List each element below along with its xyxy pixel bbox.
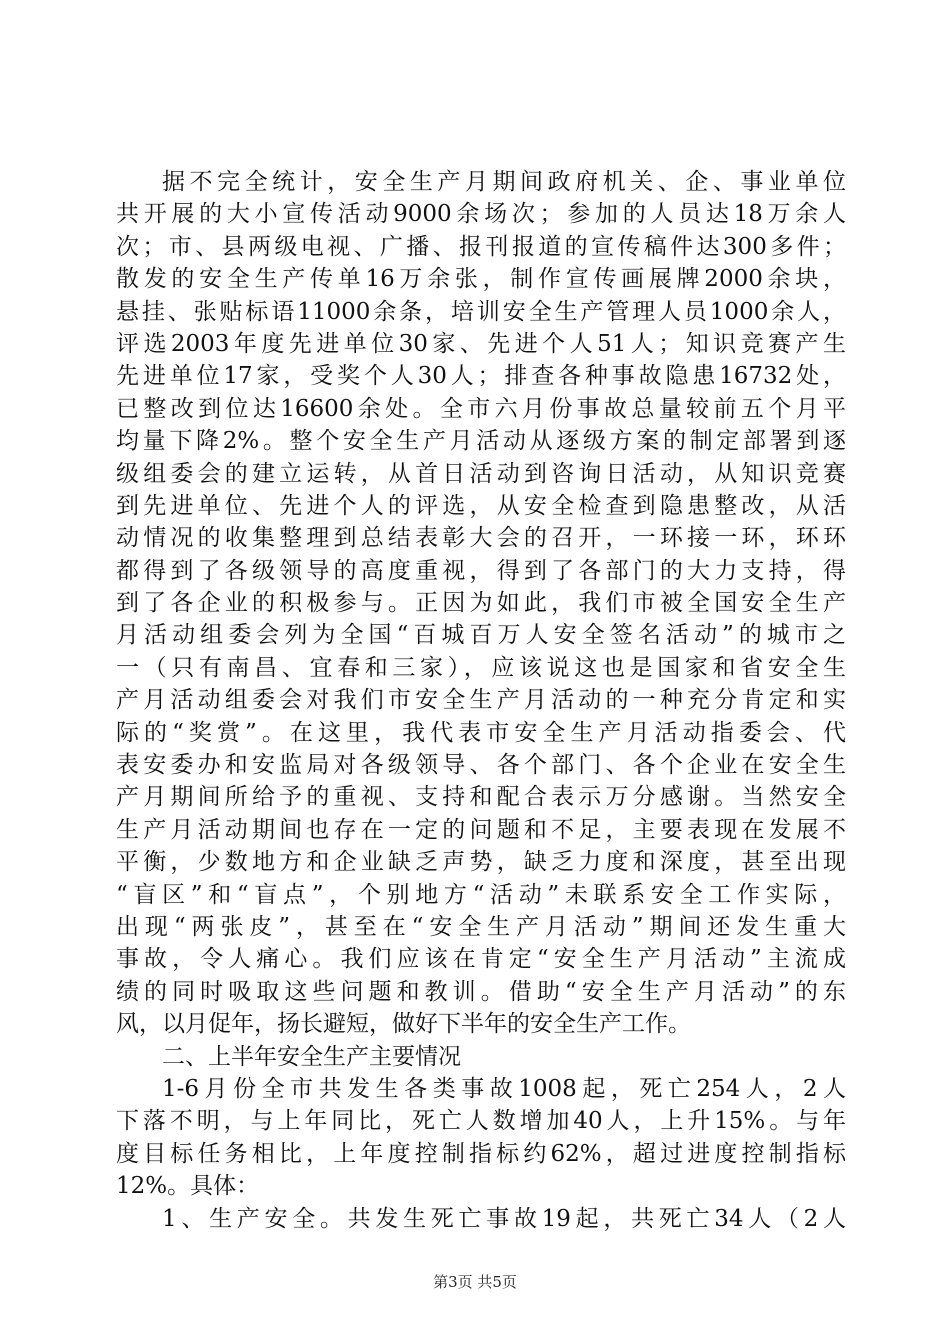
text-line: 评选2003年度先进单位30家、先进个人51人；知识竞赛产生 xyxy=(116,330,846,357)
text-line: 绩的同时吸取这些问题和教训。借助“安全生产月活动”的东 xyxy=(116,978,846,1005)
text-line: 据不完全统计，安全生产月期间政府机关、企、事业单位 xyxy=(162,169,846,195)
text-line: 1、生产安全。共发生死亡事故19起，共死亡34人（2人 xyxy=(162,1205,846,1232)
text-line: 一（只有南昌、宜春和三家），应该说这也是国家和省安全生 xyxy=(116,654,846,681)
text-line: 12%。具体： xyxy=(116,1173,260,1200)
text-line: 到先进单位、先进个人的评选，从安全检查到隐患整改，从活 xyxy=(116,492,846,519)
text-line: 度目标任务相比，上年度控制指标约62%，超过进度控制指标 xyxy=(116,1140,846,1167)
text-line: 事故，令人痛心。我们应该在肯定“安全生产月活动”主流成 xyxy=(116,946,846,973)
body-text xyxy=(116,166,846,1235)
text-line: 月活动组委会列为全国“百城百万人安全签名活动”的城市之 xyxy=(116,622,846,649)
text-line: 1-6月份全市共发生各类事故1008起，死亡254人，2人 xyxy=(162,1075,846,1102)
text-line: 均量下降2%。整个安全生产月活动从逐级方案的制定部署到逐 xyxy=(116,428,846,455)
text-line: 都得到了各级领导的高度重视，得到了各部门的大力支持，得 xyxy=(116,557,846,584)
text-line: 次；市、县两级电视、广播、报刊报道的宣传稿件达300多件； xyxy=(116,233,846,260)
text-line: 生产月活动期间也存在一定的问题和不足，主要表现在发展不 xyxy=(116,816,846,843)
text-line: 表安委办和安监局对各级领导、各个部门、各个企业在安全生 xyxy=(116,752,846,779)
text-line: 平衡，少数地方和企业缺乏声势，缺乏力度和深度，甚至出现 xyxy=(116,849,846,876)
text-line: 到了各企业的积极参与。正因为如此，我们市被全国安全生产 xyxy=(116,590,846,617)
text-line: 出现“两张皮”，甚至在“安全生产月活动”期间还发生重大 xyxy=(116,913,846,940)
text-line: 动情况的收集整理到总结表彰大会的召开，一环接一环，环环 xyxy=(116,525,846,552)
section-heading: 二、上半年安全生产主要情况 xyxy=(162,1043,461,1070)
text-line: 级组委会的建立运转，从首日活动到咨询日活动，从知识竞赛 xyxy=(116,460,846,487)
text-line: 共开展的大小宣传活动9000余场次；参加的人员达18万余人 xyxy=(116,201,846,228)
text-line: 风，以月促年，扬长避短，做好下半年的安全生产工作。 xyxy=(116,1011,691,1038)
text-line: 产月活动组委会对我们市安全生产月活动的一种充分肯定和实 xyxy=(116,687,846,714)
text-line: 下落不明，与上年同比，死亡人数增加40人，上升15%。与年 xyxy=(116,1108,846,1135)
text-line: 产月期间所给予的重视、支持和配合表示万分感谢。当然安全 xyxy=(116,784,846,811)
text-line: 先进单位17家，受奖个人30人；排查各种事故隐患16732处， xyxy=(116,363,846,390)
page-number-footer: 第3页 共5页 xyxy=(433,1273,517,1291)
text-line: “盲区”和“盲点”，个别地方“活动”未联系安全工作实际， xyxy=(116,881,846,908)
text-line: 散发的安全生产传单16万余张，制作宣传画展牌2000余块， xyxy=(116,266,846,293)
text-line: 际的“奖赏”。在这里，我代表市安全生产月活动指委会、代 xyxy=(116,719,846,746)
text-line: 悬挂、张贴标语11000余条，培训安全生产管理人员1000余人， xyxy=(116,298,846,325)
text-line: 已整改到位达16600余处。全市六月份事故总量较前五个月平 xyxy=(116,395,846,422)
